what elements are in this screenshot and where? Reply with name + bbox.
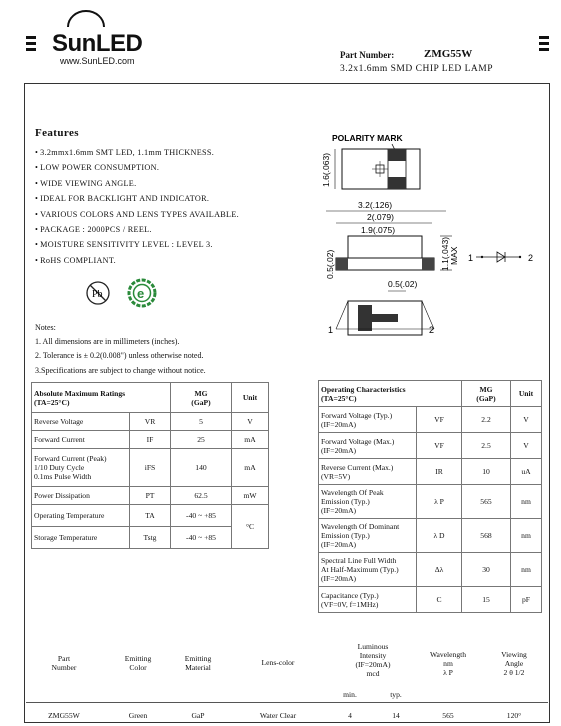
row-wavelength: 565 [442,711,454,720]
op-row-name: Forward Voltage (Typ.) (IF=20mA) [319,407,417,433]
op-row-sym: λ P [417,485,462,519]
abs-row-val: -40 ~ +85 [171,527,232,549]
row-emitting-material: GaP [191,711,205,720]
op-row-unit: V [511,433,542,459]
abs-row-name: Forward Current (Peak) 1/10 Duty Cycle 0.1ms Pulse Width [32,449,130,487]
note-item: 1. All dimensions are in millimeters (inches). [35,337,180,347]
abs-row-val: 62.5 [171,487,232,505]
pin2-label: 2 [429,325,435,335]
part-description: 3.2x1.6mm SMD CHIP LED LAMP [340,64,494,74]
logo-arc-icon [66,10,106,28]
dim-length: 3.2(.126) [358,200,393,210]
op-row-unit: nm [511,553,542,587]
abs-row-sym: Tstg [130,527,171,549]
abs-row-val: -40 ~ +85 [171,505,232,527]
abs-col-mg: MG (GaP) [171,383,232,413]
note-item: 3.Specifications are subject to change without notice. [35,365,206,375]
op-row-name: Wavelength Of Dominant Emission (Typ.) (IF=20mA) [319,519,417,553]
op-row-name: Reverse Current (Max.) (VR=5V) [319,459,417,485]
rohs-e-icon [127,278,157,308]
abs-row-val: 140 [171,449,232,487]
dim-inner2: 1.9(.075) [361,225,396,235]
abs-col-unit: Unit [232,383,269,413]
op-row-name: Forward Voltage (Max.) (IF=20mA) [319,433,417,459]
symbol-pin2: 2 [528,253,534,263]
feature-item: • RoHS COMPLIANT. [35,253,239,268]
abs-row-sym: IF [130,431,171,449]
op-header: Operating Characteristics (TA=25°C) [319,381,462,407]
row-part-number: ZMG55W [48,711,80,720]
dim-pad: 0.5(.02) [388,279,418,289]
row-min: 4 [348,711,352,720]
menu-bars-icon [26,36,36,54]
brand-logo: SunLED [52,30,143,57]
op-row-name: Capacitance (Typ.) (VF=0V, f=1MHz) [319,587,417,613]
col-wavelength: Wavelength nm λ P [429,650,467,677]
operating-char-table [318,380,542,613]
feature-item: • IDEAL FOR BACKLIGHT AND INDICATOR. [35,191,239,206]
notes-block [35,321,206,378]
op-row-unit: V [511,407,542,433]
note-item: 2. Tolerance is ± 0.2(0.008") unless otherwise noted. [35,351,204,361]
col-luminous-intensity: Luminous Intensity (IF=20mA) mcd [355,642,391,678]
abs-row-name: Forward Current [32,431,130,449]
op-col-mg: MG (GaP) [462,381,511,407]
dim-inner1: 2(.079) [367,212,394,222]
feature-item: • 3.2mmx1.6mm SMT LED, 1.1mm THICKNESS. [35,145,239,160]
op-row-unit: pF [511,587,542,613]
abs-row-unit: mW [232,487,269,505]
feature-item: • PACKAGE : 2000PCS / REEL. [35,222,239,237]
notes-title: Notes: [35,323,56,332]
abs-row-name: Operating Temperature [32,505,130,527]
op-row-sym: VF [417,407,462,433]
col-part-number: Part Number [51,654,77,672]
col-lens-color: Lens-color [261,658,295,667]
brand-url[interactable]: www.SunLED.com [60,56,135,66]
abs-row-name: Storage Temperature [32,527,130,549]
op-row-name: Wavelength Of Peak Emission (Typ.) (IF=20mA) [319,485,417,519]
col-viewing-angle: Viewing Angle 2 θ 1/2 [501,650,527,677]
op-row-val: 10 [462,459,511,485]
op-row-sym: IR [417,459,462,485]
row-lens-color: Water Clear [259,711,297,720]
op-row-sym: λ D [417,519,462,553]
features-list [35,145,239,268]
abs-row-unit: mA [232,449,269,487]
part-number-label: Part Number: [340,50,395,60]
op-row-sym: C [417,587,462,613]
abs-row-sym: iFS [130,449,171,487]
abs-row-unit: V [232,413,269,431]
row-emitting-color: Green [128,711,148,720]
op-row-unit: uA [511,459,542,485]
col-min: min. [343,690,357,699]
package-drawing [300,125,550,340]
op-row-val: 2.2 [462,407,511,433]
pin1-label: 1 [328,325,334,335]
op-row-unit: nm [511,485,542,519]
op-row-val: 568 [462,519,511,553]
abs-row-unit: °C [232,505,269,549]
absolute-max-table [31,382,269,549]
op-row-unit: nm [511,519,542,553]
svg-text:e: e [137,286,145,301]
op-row-name: Spectral Line Full Width At Half-Maximum (Typ.) (IF=20mA) [319,553,417,587]
part-number-value: ZMG55W [424,48,473,60]
op-row-sym: VF [417,433,462,459]
row-viewing-angle: 120° [506,711,522,720]
abs-row-unit: mA [232,431,269,449]
feature-item: • VARIOUS COLORS AND LENS TYPES AVAILABLE. [35,207,239,222]
col-emitting-color: Emitting Color [124,654,152,672]
abs-row-sym: TA [130,505,171,527]
col-emitting-material: Emitting Material [184,654,212,672]
op-row-val: 15 [462,587,511,613]
op-row-val: 2.5 [462,433,511,459]
polarity-mark-label: POLARITY MARK [332,133,403,143]
abs-row-val: 25 [171,431,232,449]
symbol-pin1: 1 [468,253,474,263]
abs-row-sym: VR [130,413,171,431]
dim-side: 0.5(.02) [325,249,335,279]
dim-thickness: 1.1(.043) [440,236,450,271]
feature-item: • LOW POWER CONSUMPTION. [35,160,239,175]
op-row-sym: Δλ [417,553,462,587]
feature-item: • WIDE VIEWING ANGLE. [35,176,239,191]
menu-bars-icon [539,36,549,54]
col-typ: typ. [390,690,402,699]
dim-max: MAX [449,246,459,265]
op-col-unit: Unit [511,381,542,407]
op-row-val: 565 [462,485,511,519]
feature-item: • MOISTURE SENSITIVITY LEVEL : LEVEL 3. [35,237,239,252]
dim-height: 1.6(.063) [321,152,331,187]
pb-free-icon [85,280,111,306]
abs-row-name: Power Dissipation [32,487,130,505]
svg-text:Pb: Pb [92,289,103,300]
table-rule [26,702,548,703]
op-row-val: 30 [462,553,511,587]
features-title: Features [35,127,79,139]
abs-row-val: 5 [171,413,232,431]
row-typ: 14 [392,711,400,720]
abs-row-sym: PT [130,487,171,505]
abs-row-name: Reverse Voltage [32,413,130,431]
abs-header: Absolute Maximum Ratings (TA=25°C) [32,383,171,413]
